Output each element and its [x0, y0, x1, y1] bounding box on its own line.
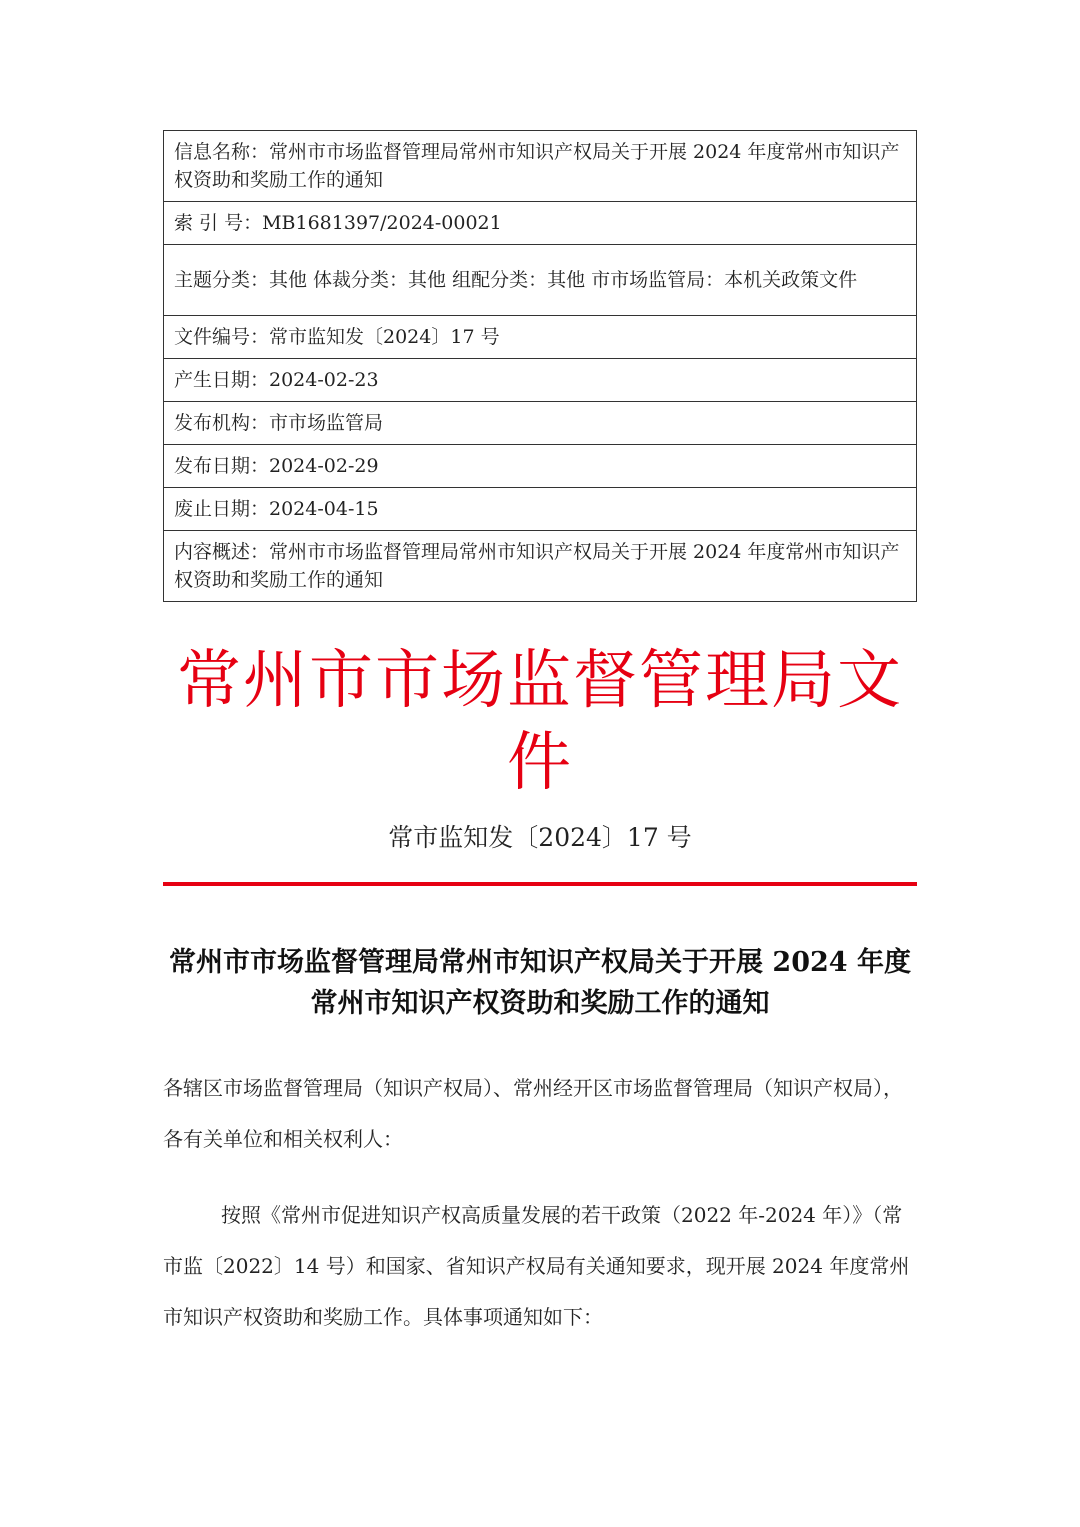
- metadata-row: [164, 359, 917, 402]
- metadata-row: [164, 131, 917, 202]
- metadata-row: [164, 402, 917, 445]
- file-number-cell: 文件编号：常市监知发〔2024〕17 号: [164, 316, 917, 359]
- metadata-row: [164, 531, 917, 602]
- metadata-row: [164, 445, 917, 488]
- publisher-cell: 发布机构：市市场监管局: [164, 402, 917, 445]
- metadata-row: [164, 316, 917, 359]
- info-name-cell: 信息名称：常州市市场监督管理局常州市知识产权局关于开展 2024 年度常州市知识产权资助和奖励工作的通知: [164, 131, 917, 202]
- creation-date-cell: 产生日期：2024-02-23: [164, 359, 917, 402]
- metadata-table: [163, 130, 917, 602]
- classification-cell: 主题分类：其他 体裁分类：其他 组配分类：其他 市市场监管局：本机关政策文件: [164, 245, 917, 316]
- summary-cell: 内容概述：常州市市场监督管理局常州市知识产权局关于开展 2024 年度常州市知识产权资助和奖励工作的通知: [164, 531, 917, 602]
- red-divider-line: [163, 882, 917, 886]
- notice-title: 常州市市场监督管理局常州市知识产权局关于开展 2024 年度常州市知识产权资助和奖励工作的通知: [169, 947, 911, 1019]
- metadata-row: [164, 202, 917, 245]
- metadata-row: [164, 245, 917, 316]
- metadata-row: [164, 488, 917, 531]
- publish-date-cell: 发布日期：2024-02-29: [164, 445, 917, 488]
- addressee-paragraph: 各辖区市场监督管理局（知识产权局）、常州经开区市场监督管理局（知识产权局），各有关单位和相关权利人：: [163, 1076, 903, 1151]
- index-number-cell: 索 引 号：MB1681397/2024-00021: [164, 202, 917, 245]
- document-number: 常市监知发〔2024〕17 号: [388, 823, 692, 852]
- body-paragraph: 按照《常州市促进知识产权高质量发展的若干政策（2022 年-2024 年）》（常市监〔2022〕14 号）和国家、省知识产权局有关通知要求，现开展 2024 年度常州市知识产权资助和奖励工作。具体事项通知如下：: [163, 1203, 910, 1329]
- expiry-date-cell: 废止日期：2024-04-15: [164, 488, 917, 531]
- issuer-header: 常州市市场监督管理局文件: [177, 644, 903, 800]
